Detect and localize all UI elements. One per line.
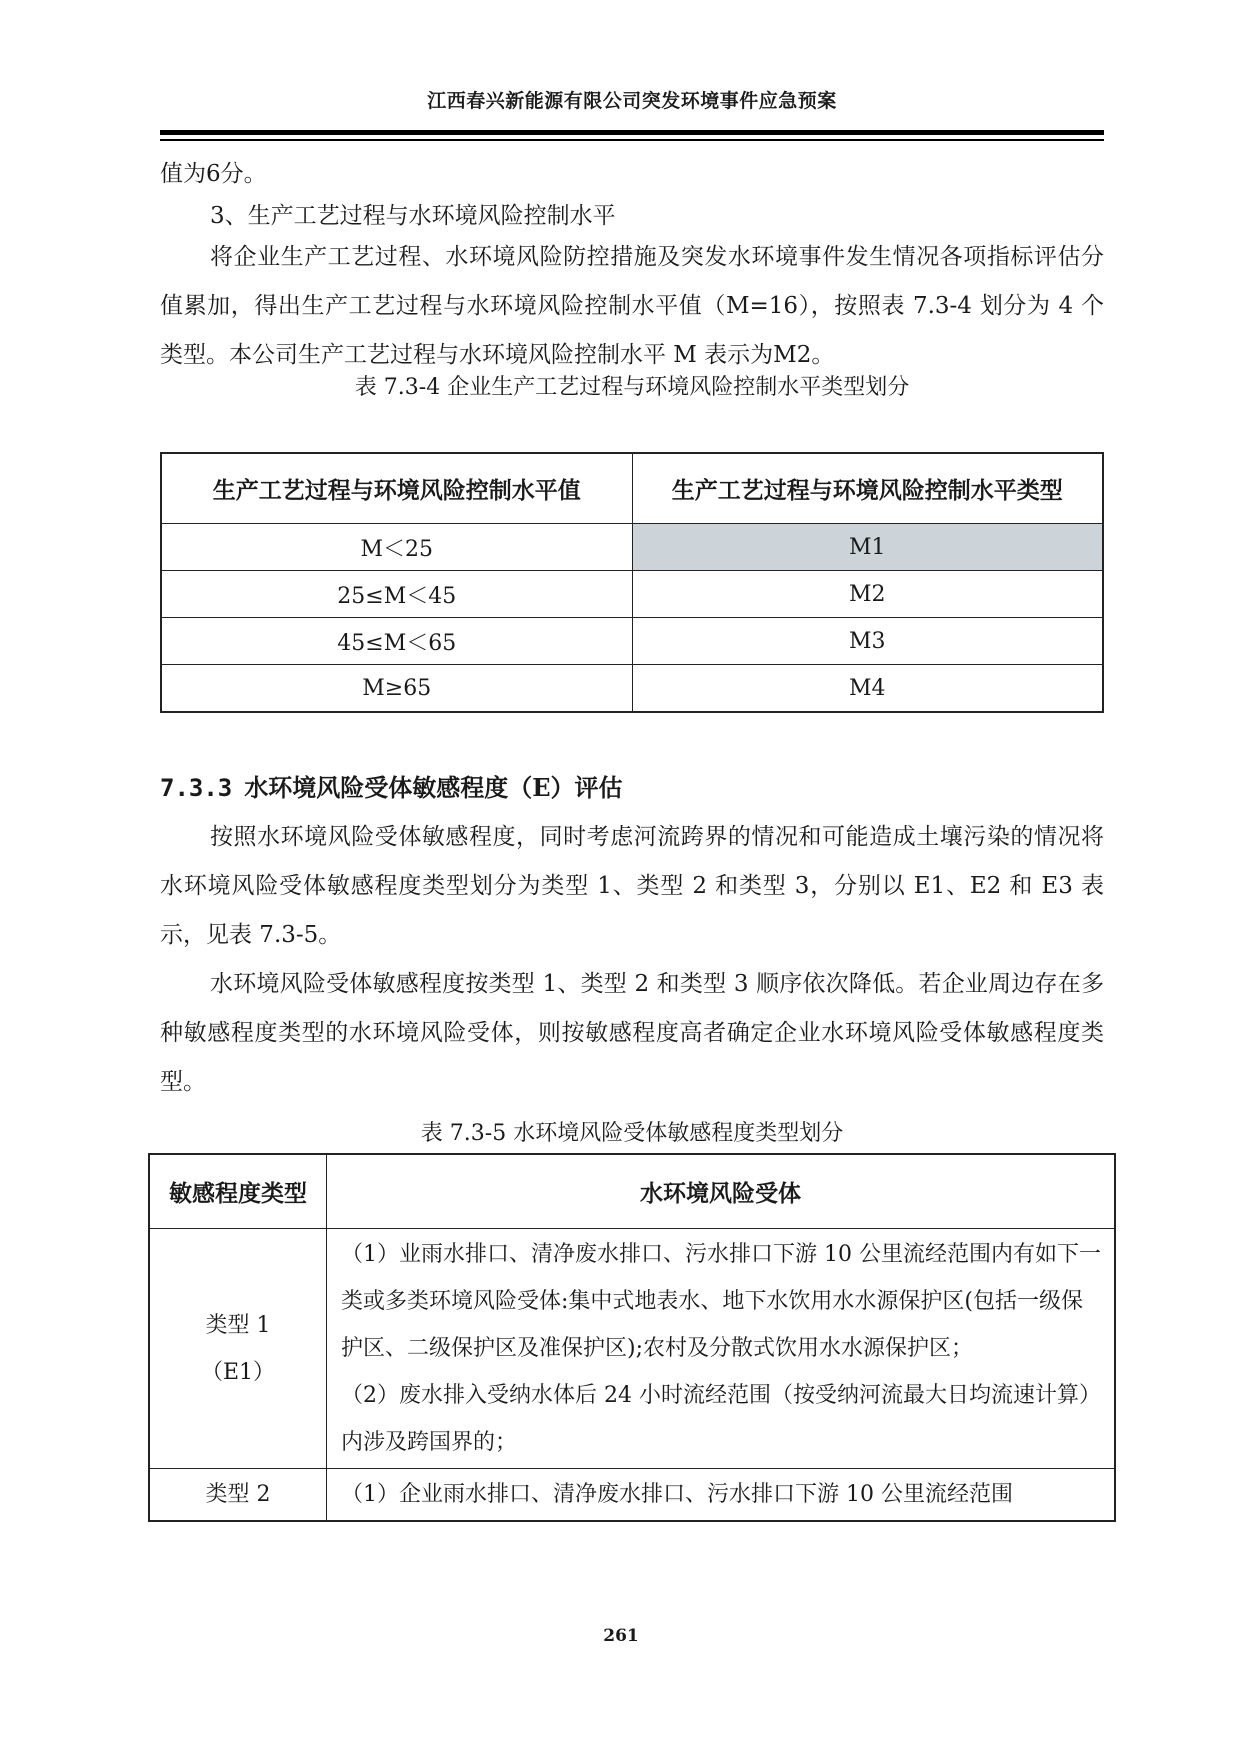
table-row [161,618,1103,665]
table-header-row [149,1154,1115,1229]
paragraph-m-level: 将企业生产工艺过程、水环境风险防控措施及突发水环境事件发生情况各项指标评估分值累加，得出生产工艺过程与水环境风险控制水平值（M=16），按照表 7.3-4 划分为 4 个类型。本公司生产工艺过程与水环境风险控制水平 M 表示为M2。 [160,244,1104,368]
table-row [149,1229,1115,1469]
table-row [161,524,1103,571]
table-header-cell: 水环境风险受体 [327,1154,1116,1229]
table1-caption: 表 7.3-4 企业生产工艺过程与环境风险控制水平类型划分 [354,375,910,400]
table-row [149,1469,1115,1522]
sensitivity-type-table [148,1153,1116,1522]
table-header-cell: 敏感程度类型 [149,1154,327,1229]
sensitivity-type-code: （E1） [200,1359,276,1385]
paragraph-sensitivity-classification: 按照水环境风险受体敏感程度，同时考虑河流跨界的情况和可能造成土壤污染的情况将水环境风险受体敏感程度类型划分为类型 1、类型 2 和类型 3，分别以 E1、E2 和 E3 表示，见表 7.3-5。 [160,824,1104,948]
table-cell-highlighted: M1 [632,524,1103,571]
table-cell: M＜25 [161,524,632,571]
receptor-description-cell [327,1229,1116,1469]
table-header-cell: 生产工艺过程与环境风险控制水平值 [161,453,632,524]
table2-caption: 表 7.3-5 水环境风险受体敏感程度类型划分 [420,1121,844,1146]
section-title: 水环境风险受体敏感程度（E）评估 [244,773,623,802]
table-cell: M3 [632,618,1103,665]
header-rule-thick [160,130,1104,135]
receptor-item: （1）企业雨水排口、清净废水排口、污水排口下游 10 公里流经范围 [341,1482,1013,1507]
sensitivity-type-label: 类型 1 [205,1312,271,1338]
table-cell: M≥65 [161,665,632,713]
table-row [161,571,1103,618]
table-cell: M4 [632,665,1103,713]
header-rule-thin [160,139,1104,141]
receptor-item: （2）废水排入受纳水体后 24 小时流经范围（按受纳河流最大日均流速计算）内涉及跨国界的； [341,1383,1101,1455]
table-cell: 45≤M＜65 [161,618,632,665]
page-header-title: 江西春兴新能源有限公司突发环境事件应急预案 [427,90,837,112]
receptor-item: （1）业雨水排口、清净废水排口、污水排口下游 10 公里流经范围内有如下一类或多类环境风险受体:集中式地表水、地下水饮用水水源保护区(包括一级保护区、二级保护区及准保护区);农村及分散式饮用水水源保护区； [341,1242,1101,1361]
m-level-table [160,452,1104,713]
sensitivity-type-cell [149,1469,327,1522]
section-heading [160,768,623,803]
receptor-description-cell [327,1469,1116,1522]
sensitivity-type-cell [149,1229,327,1469]
table-cell: M2 [632,571,1103,618]
section-number: 7.3.3 [160,774,233,802]
sensitivity-type-label: 类型 2 [205,1482,271,1507]
table-header-row [161,453,1103,524]
table-row [161,665,1103,713]
page-number: 261 [603,1626,639,1646]
paragraph-sensitivity-order: 水环境风险受体敏感程度按类型 1、类型 2 和类型 3 顺序依次降低。若企业周边存在多种敏感程度类型的水环境风险受体，则按敏感程度高者确定企业水环境风险受体敏感程度类型。 [160,971,1104,1095]
table-header-cell: 生产工艺过程与环境风险控制水平类型 [632,453,1103,524]
intro-line: 值为6分。 [160,161,267,187]
table-cell: 25≤M＜45 [161,571,632,618]
subheading: 3、生产工艺过程与水环境风险控制水平 [210,203,616,229]
